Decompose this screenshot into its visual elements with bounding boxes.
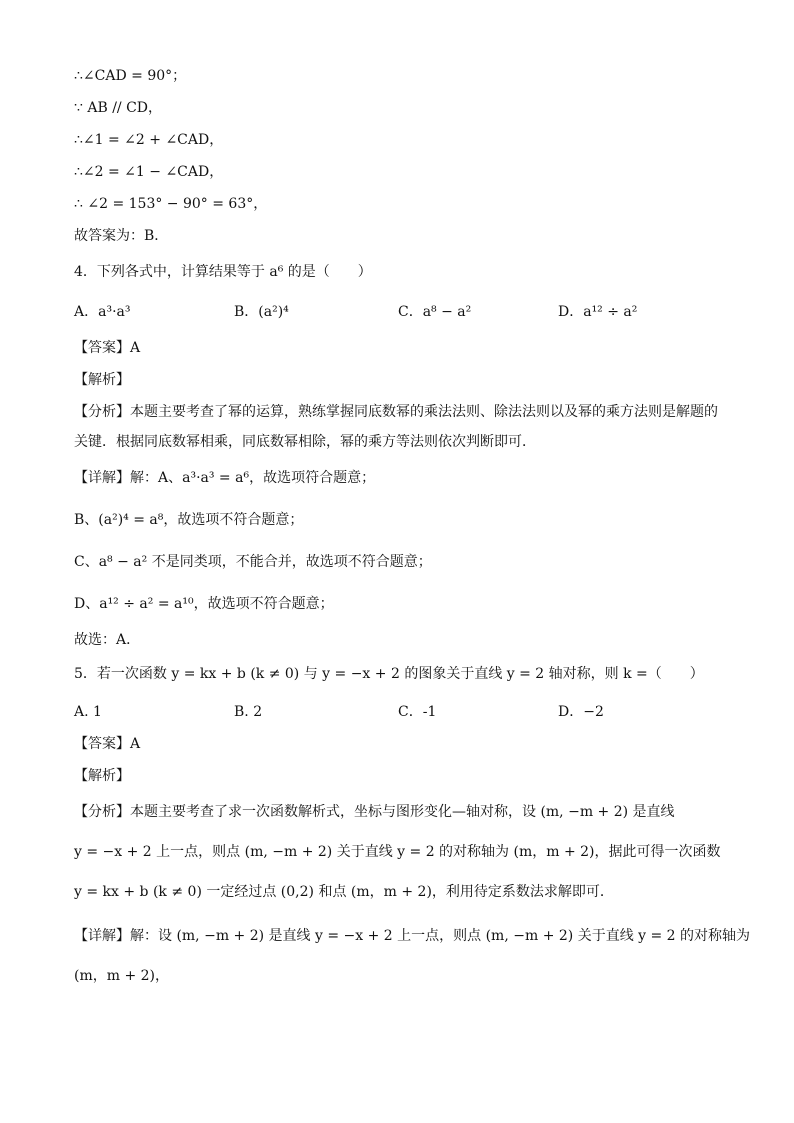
q4-detail-line-3: C、a⁸ − a² 不是同类项，不能合并，故选项不符合题意； (74, 554, 432, 570)
q4-option-d: D．a¹² ÷ a² (558, 304, 638, 320)
q4-detail-line-1: 【详解】解：A、a³·a³ = a⁶，故选项符合题意； (74, 470, 376, 486)
q5-option-c: C．-1 (398, 704, 437, 720)
q4-detail-line-4: D、a¹² ÷ a² = a¹⁰，故选项不符合题意； (74, 596, 334, 612)
question-4-stem: 4．下列各式中，计算结果等于 a⁶ 的是（ ） (74, 264, 372, 280)
q4-analysis-line-2: 关键．根据同底数幂相乘，同底数幂相除，幂的乘方等法则依次判断即可． (74, 434, 536, 450)
question-5-stem: 5．若一次函数 y = kx + b (k ≠ 0) 与 y = −x + 2 的图象关于直线 y = 2 轴对称，则 k =（ ） (74, 666, 704, 682)
q4-analysis-header: 【解析】 (74, 372, 130, 388)
q5-analysis-line-3: y = kx + b (k ≠ 0) 一定经过点 (0,2) 和点 (m，m + 2)，利用待定系数法求解即可． (74, 884, 614, 900)
solution-line-5: ∴ ∠2 = 153° − 90° = 63°， (74, 196, 268, 212)
q5-option-a: A. 1 (74, 704, 102, 720)
solution-line-1: ∴∠CAD = 90°； (74, 68, 187, 84)
q5-option-b: B. 2 (234, 704, 263, 720)
solution-line-2: ∵ AB // CD， (74, 100, 163, 116)
q5-analysis-line-1: 【分析】本题主要考查了求一次函数解析式，坐标与图形变化—轴对称，设 (m, −m + 2) 是直线 (74, 804, 675, 820)
q5-option-d: D．−2 (558, 704, 604, 720)
q4-detail-line-2: B、(a²)⁴ = a⁸，故选项不符合题意； (74, 512, 304, 528)
q4-analysis-line-1: 【分析】本题主要考查了幂的运算，熟练掌握同底数幂的乘法法则、除法法则以及幂的乘方法则是解题的 (74, 404, 718, 420)
solution-line-4: ∴∠2 = ∠1 − ∠CAD， (74, 164, 224, 180)
q4-option-c: C．a⁸ − a² (398, 304, 472, 320)
q5-answer: 【答案】A (74, 736, 141, 752)
solution-line-3: ∴∠1 = ∠2 + ∠CAD， (74, 132, 224, 148)
q5-detail-line-1: 【详解】解：设 (m, −m + 2) 是直线 y = −x + 2 上一点，则点 (m, −m + 2) 关于直线 y = 2 的对称轴为 (74, 928, 751, 944)
solution-line-6: 故答案为：B． (74, 228, 169, 244)
q5-detail-line-2: (m，m + 2)， (74, 968, 170, 984)
q4-answer: 【答案】A (74, 340, 141, 356)
q4-option-a: A．a³·a³ (74, 304, 131, 320)
q4-option-b: B．(a²)⁴ (234, 304, 289, 320)
q5-analysis-line-2: y = −x + 2 上一点，则点 (m, −m + 2) 关于直线 y = 2 的对称轴为 (m，m + 2)，据此可得一次函数 (74, 844, 721, 860)
q5-analysis-header: 【解析】 (74, 768, 130, 784)
q4-choose: 故选：A． (74, 632, 141, 648)
